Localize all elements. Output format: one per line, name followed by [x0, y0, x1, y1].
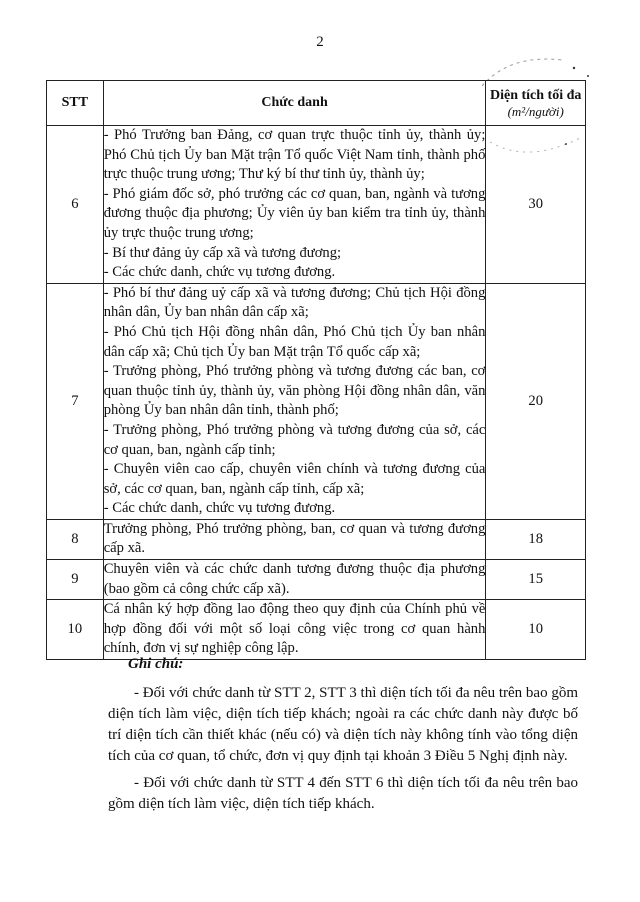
note-paragraph: - Đối với chức danh từ STT 4 đến STT 6 thì diện tích tối đa nêu trên bao gồm diện tích làm việc, diện tích tiếp khách. — [108, 775, 578, 812]
row-title — [103, 600, 486, 660]
row-area: 15 — [486, 560, 586, 600]
header-area-unit: (m²/người) — [507, 104, 564, 119]
title-line: - Phó Chủ tịch Hội đồng nhân dân, Phó Chủ tịch Ủy ban nhân dân cấp xã; Chủ tịch Ủy ban Mặt trận Tổ quốc cấp xã; — [103, 323, 486, 360]
title-line: Chuyên viên và các chức danh tương đương thuộc địa phương (bao gồm cả công chức cấp xã). — [103, 561, 486, 597]
title-line: - Các chức danh, chức vụ tương đương. — [103, 500, 336, 517]
notes-section — [108, 654, 578, 821]
row-stt: 10 — [47, 600, 104, 660]
notes-heading: Ghi chú: — [128, 656, 184, 672]
row-area: 10 — [486, 600, 586, 660]
table-row — [47, 600, 586, 660]
table-row — [47, 283, 586, 519]
table-row — [47, 519, 586, 559]
row-title — [103, 283, 486, 519]
header-area-label: Diện tích tối đa — [490, 88, 582, 103]
title-line: - Các chức danh, chức vụ tương đương. — [103, 264, 336, 281]
header-stt: STT — [47, 81, 104, 126]
title-line: - Trưởng phòng, Phó trưởng phòng và tương đương các ban, cơ quan thuộc tỉnh ủy, thành ủy, văn phòng Hội đồng nhân dân, văn phòng Ủy ban nhân dân tỉnh, thành phố; — [103, 363, 486, 419]
header-title: Chức danh — [103, 81, 486, 126]
title-line: - Phó giám đốc sở, phó trưởng các cơ quan, ban, ngành và tương đương thuộc địa phương; Ủy viên ủy ban kiểm tra tỉnh ủy, thành ủy trực thuộc trung ương; — [103, 185, 486, 241]
row-title — [103, 519, 486, 559]
title-line: - Phó Trưởng ban Đảng, cơ quan trực thuộc tỉnh ủy, thành ủy; Phó Chủ tịch Ủy ban Mặt trận Tổ quốc Việt Nam tỉnh, thành phố trực thuộc trung ương; Thư ký bí thư tỉnh ủy, thành ủy; — [103, 127, 486, 183]
title-line: - Trưởng phòng, Phó trưởng phòng và tương đương của sở, các cơ quan, ban, ngành cấp tỉnh; — [103, 421, 486, 458]
table-header-row — [47, 81, 586, 126]
row-area: 18 — [486, 519, 586, 559]
row-area: 20 — [486, 283, 586, 519]
row-stt: 7 — [47, 283, 104, 519]
page-number: 2 — [316, 34, 324, 50]
title-line: - Phó bí thư đảng uỷ cấp xã và tương đương; Chủ tịch Hội đồng nhân dân, Ủy ban nhân dân cấp xã; — [103, 284, 486, 321]
header-area — [486, 81, 586, 126]
row-stt: 8 — [47, 519, 104, 559]
table-row — [47, 560, 586, 600]
office-area-table — [46, 80, 586, 660]
row-title — [103, 126, 486, 284]
row-area: 30 — [486, 126, 586, 284]
row-title — [103, 560, 486, 600]
row-stt: 9 — [47, 560, 104, 600]
note-paragraph: - Đối với chức danh từ STT 2, STT 3 thì diện tích tối đa nêu trên bao gồm diện tích làm việc, diện tích tiếp khách; ngoài ra các chức danh này được bố trí diện tích cần thiết khác (nếu có) và diện tích này không tính vào tổng diện tích của cơ quan, tổ chức, đơn vị quy định tại khoản 3 Điều 5 Nghị định này. — [108, 685, 578, 764]
title-line: - Bí thư đảng ủy cấp xã và tương đương; — [103, 244, 342, 261]
title-line: Cá nhân ký hợp đồng lao động theo quy định của Chính phủ về hợp đồng đối với một số loại công việc trong cơ quan hành chính, đơn vị sự nghiệp công lập. — [103, 601, 486, 657]
row-stt: 6 — [47, 126, 104, 284]
title-line: - Chuyên viên cao cấp, chuyên viên chính và tương đương của sở, các cơ quan, ban, ngành cấp tỉnh, cấp xã; — [103, 461, 486, 497]
title-line: Trưởng phòng, Phó trưởng phòng, ban, cơ quan và tương đương cấp xã. — [103, 520, 486, 557]
table-row — [47, 126, 586, 284]
